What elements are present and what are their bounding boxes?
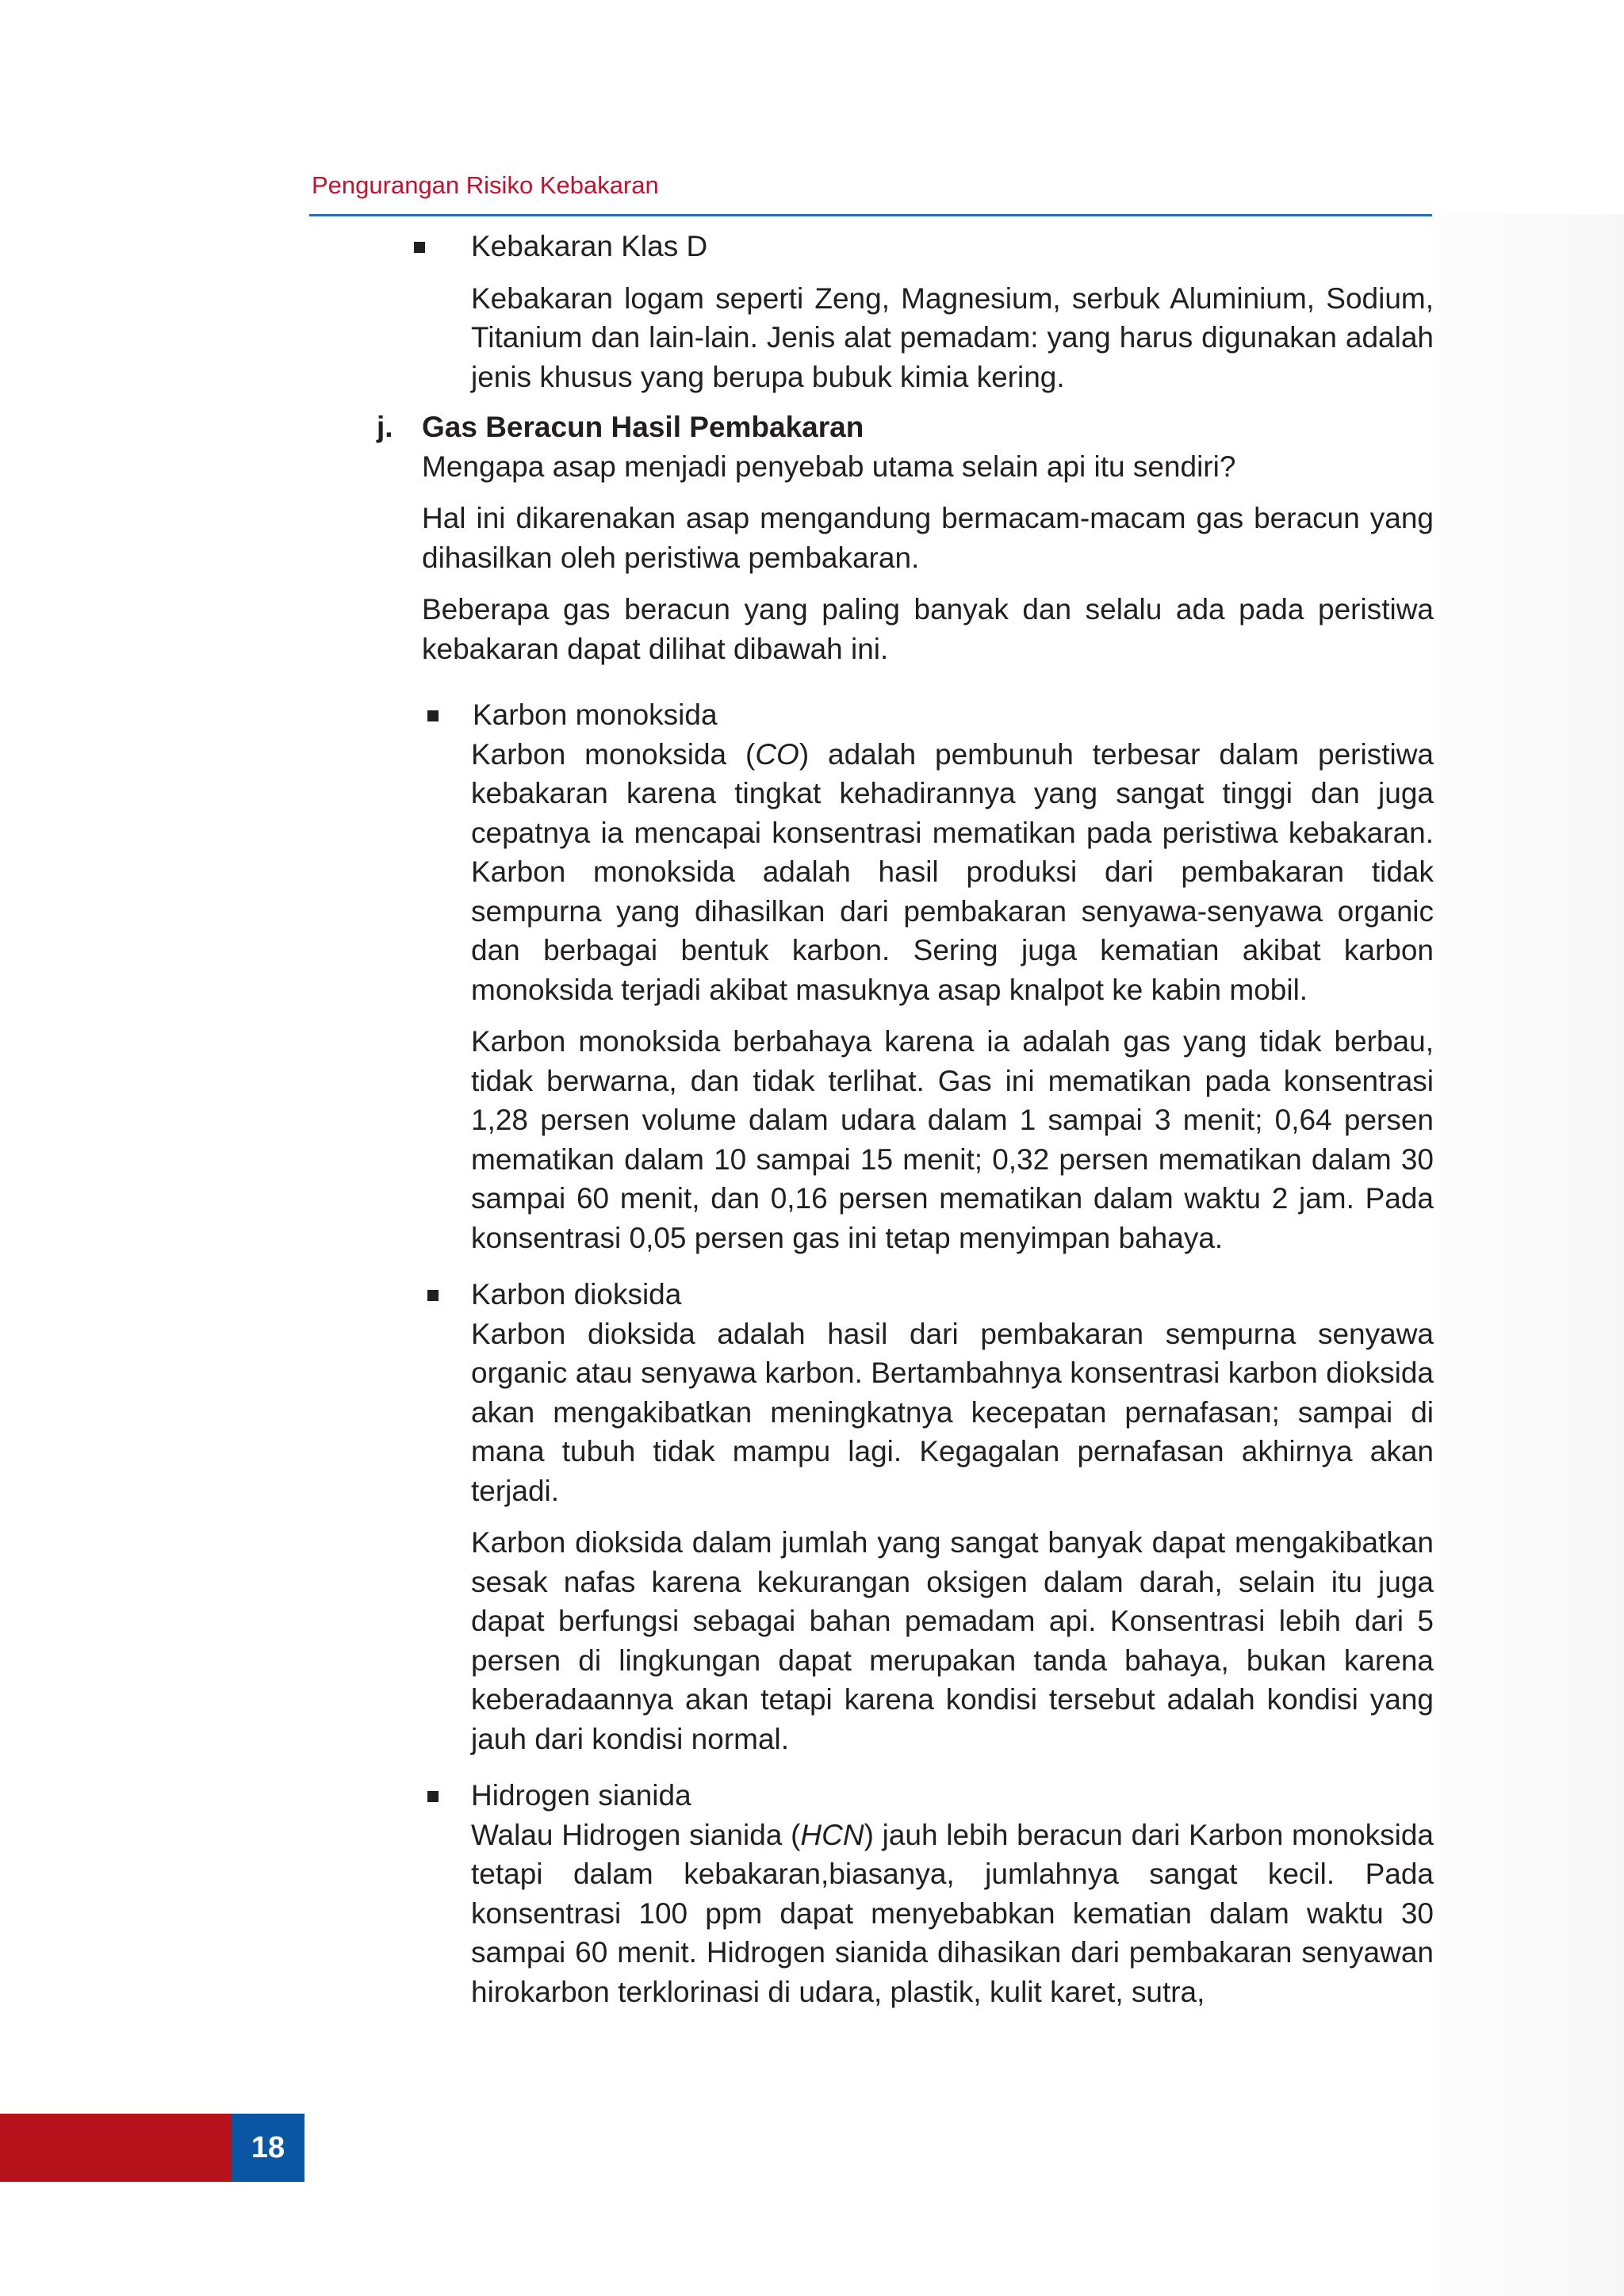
co2-para2: Karbon dioksida dalam jumlah yang sangat banyak dapat mengakibatkan sesak nafas karena kekurangan oksigen dalam darah, selain itu juga dapat berfungsi sebagai bahan pemadam api. Konsentrasi lebih dari 5 persen di lingkungan dapat merupakan tanda bahaya, bukan karena keberadaannya akan tetapi karena kondisi tersebut adalah kondisi yang jauh dari kondisi normal.	[471, 1526, 1434, 1755]
square-bullet-icon	[427, 1791, 439, 1802]
co2-title: Karbon dioksida	[471, 1278, 682, 1311]
square-bullet-icon	[427, 710, 439, 721]
co2-item	[422, 1275, 1434, 1758]
section-j-para1: Hal ini dikarenakan asap mengandung bermacam-macam gas beracun yang dihasilkan oleh peristiwa pembakaran.	[422, 502, 1434, 574]
co-para1: Karbon monoksida (CO) adalah pembunuh terbesar dalam peristiwa kebakaran karena tingkat kehadirannya yang sangat tinggi dan juga cepatnya ia mencapai konsentrasi mematikan pada peristiwa kebakaran. Karbon monoksida adalah hasil produksi dari pembakaran tidak sempurna yang dihasilkan dari pembakaran senyawa-senyawa organic dan berbagai bentuk karbon. Sering juga kematian akibat karbon monoksida terjadi akibat masuknya asap knalpot ke kabin mobil.	[471, 737, 1434, 1006]
page-number: 18	[232, 2114, 304, 2182]
footer-red-bar	[0, 2114, 232, 2182]
header-rule	[309, 214, 1432, 216]
section-j-heading: j. Gas Beracun Hasil Pembakaran	[422, 408, 1434, 447]
square-bullet-icon	[427, 1290, 439, 1301]
section-j-para2: Beberapa gas beracun yang paling banyak dan selalu ada pada peristiwa kebakaran dapat dilihat dibawah ini.	[422, 593, 1434, 665]
section-j	[377, 408, 1434, 668]
page-content	[377, 227, 1434, 2011]
klas-d-title: Kebakaran Klas D	[471, 230, 708, 262]
hcn-symbol: HCN	[800, 1818, 864, 1851]
co2-para1: Karbon dioksida adalah hasil dari pembakaran sempurna senyawa organic atau senyawa karbon. Bertambahnya konsentrasi karbon dioksida akan mengakibatkan meningkatnya kecepatan pernafasan; sampai di mana tubuh tidak mampu lagi. Kegagalan pernafasan akhirnya akan terjadi.	[471, 1317, 1434, 1507]
section-j-question: Mengapa asap menjadi penyebab utama selain api itu sendiri?	[422, 450, 1236, 483]
co-title: Karbon monoksida	[473, 698, 718, 731]
co-item	[422, 695, 1434, 1257]
section-j-letter: j.	[377, 411, 393, 443]
hcn-para1: Walau Hidrogen sianida (HCN) jauh lebih beracun dari Karbon monoksida tetapi dalam kebakaran,biasanya, jumlahnya sangat kecil. Pada konsentrasi 100 ppm dapat menyebabkan kematian dalam waktu 30 sampai 60 menit. Hidrogen sianida dihasikan dari pembakaran senyawan hirokarbon terklorinasi di udara, plastik, kulit karet, sutra,	[471, 1818, 1434, 2008]
hcn-title: Hidrogen sianida	[471, 1779, 691, 1812]
running-header: Pengurangan Risiko Kebakaran	[312, 171, 659, 199]
hcn-item	[422, 1776, 1434, 2011]
page-edge-shade	[1432, 214, 1624, 2296]
klas-d-text: Kebakaran logam seperti Zeng, Magnesium, serbuk Aluminium, Sodium, Titanium dan lain-lain. Jenis alat pemadam: yang harus digunakan adalah jenis khusus yang berupa bubuk kimia kering.	[471, 281, 1434, 393]
square-bullet-icon	[414, 242, 425, 253]
co-para2: Karbon monoksida berbahaya karena ia adalah gas yang tidak berbau, tidak berwarna, dan tidak terlihat. Gas ini mematikan pada konsentrasi 1,28 persen volume dalam udara dalam 1 sampai 3 menit; 0,64 persen mematikan dalam 10 sampai 15 menit; 0,32 persen mematikan dalam 30 sampai 60 menit, dan 0,16 persen mematikan dalam waktu 2 jam. Pada konsentrasi 0,05 persen gas ini tetap menyimpan bahaya.	[471, 1025, 1434, 1254]
co-symbol: CO	[755, 737, 799, 771]
klas-d-item	[422, 227, 1434, 396]
